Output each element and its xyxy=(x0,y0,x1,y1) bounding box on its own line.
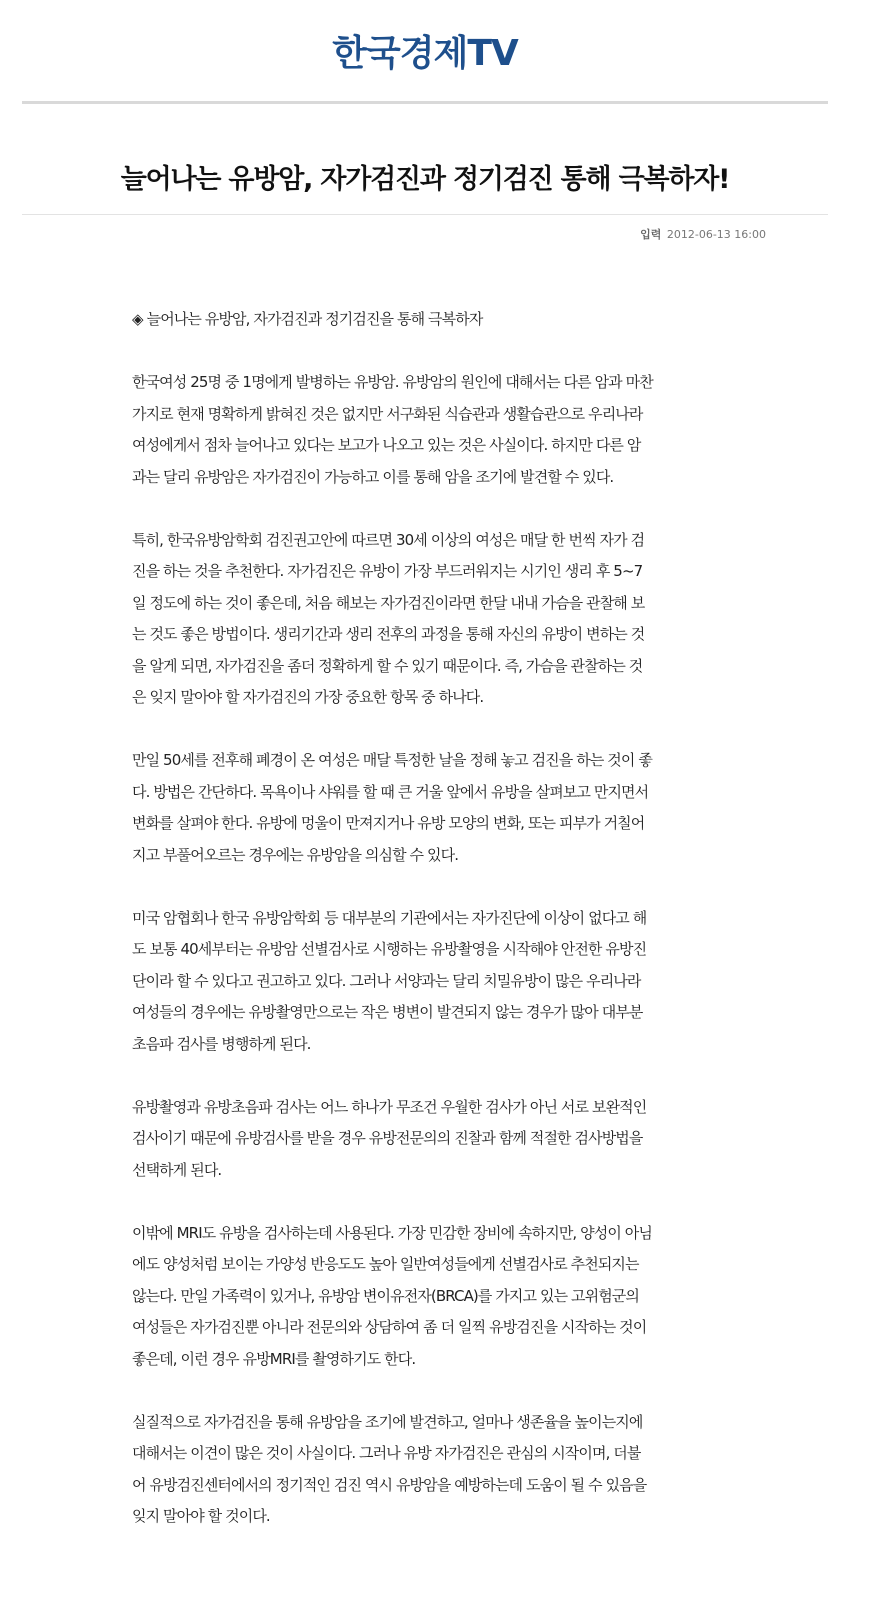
paragraph-line: 대해서는 이견이 많은 것이 사실이다. 그러나 유방 자가검진은 관심의 시작이며, 더불 xyxy=(132,1444,641,1462)
paragraph-line: 선택하게 된다. xyxy=(132,1160,222,1179)
paragraph-line: 검사이기 때문에 유방검사를 받을 경우 유방전문의의 진찰과 함께 적절한 검사방법을 xyxy=(132,1129,643,1147)
publish-datetime: 2012-06-13 16:00 xyxy=(666,228,766,241)
paragraph-line: 을 알게 되면, 자가검진을 좀더 정확하게 할 수 있기 때문이다. 즉, 가슴을 관찰하는 것 xyxy=(132,656,643,675)
site-logo[interactable]: 한국경제TV xyxy=(332,33,518,74)
article-body xyxy=(132,304,730,1533)
paragraph-spacer xyxy=(132,1060,730,1092)
paragraph-line: 여성에게서 점차 늘어나고 있다는 보고가 나오고 있는 것은 사실이다. 하지만 다른 암 xyxy=(132,436,641,454)
paragraph-spacer xyxy=(132,1375,730,1407)
headline-divider xyxy=(22,214,828,215)
paragraph-line: 단이라 할 수 있다고 권고하고 있다. 그러나 서양과는 달리 치밀유방이 많은 우리나라 xyxy=(132,971,641,990)
paragraph-line: 잊지 말아야 할 것이다. xyxy=(132,1507,270,1525)
article-lead xyxy=(132,304,730,336)
paragraph-spacer xyxy=(132,336,730,368)
paragraph-line: 유방촬영과 유방초음파 검사는 어느 하나가 무조건 우월한 검사가 아닌 서로 보완적인 xyxy=(132,1097,647,1116)
paragraph-line: 한국여성 25명 중 1명에게 발병하는 유방암. 유방암의 원인에 대해서는 다른 암과 마찬 xyxy=(132,373,653,391)
paragraph-line: 과는 달리 유방암은 자가검진이 가능하고 이를 통해 암을 조기에 발견할 수 있다. xyxy=(132,467,614,486)
lead-text: 늘어나는 유방암, 자가검진과 정기검진을 통해 극복하자 xyxy=(146,310,483,328)
paragraph-line: 변화를 살펴야 한다. 유방에 멍울이 만져지거나 유방 모양의 변화, 또는 피부가 거칠어 xyxy=(132,814,645,832)
paragraph-line: 지고 부풀어오르는 경우에는 유방암을 의심할 수 있다. xyxy=(132,845,459,864)
paragraph-spacer xyxy=(132,1186,730,1218)
article-paragraph xyxy=(132,525,730,714)
paragraph-line: 않는다. 만일 가족력이 있거나, 유방암 변이유전자(BRCA)를 가지고 있는 고위험군의 xyxy=(132,1286,639,1305)
article-paragraph xyxy=(132,903,730,1061)
site-header xyxy=(0,0,870,102)
article-meta xyxy=(640,227,766,243)
article-paragraph xyxy=(132,1092,730,1187)
lead-line xyxy=(132,304,730,336)
publish-label: 입력 xyxy=(640,228,662,241)
paragraph-line: 특히, 한국유방암학회 검진권고안에 따르면 30세 이상의 여성은 매달 한 번씩 자가 검 xyxy=(132,530,645,549)
article-headline: 늘어나는 유방암, 자가검진과 정기검진 통해 극복하자! xyxy=(120,164,730,196)
paragraph-line: 이밖에 MRI도 유방을 검사하는데 사용된다. 가장 민감한 장비에 속하지만, 양성이 아님 xyxy=(132,1223,652,1242)
paragraph-line: 초음파 검사를 병행하게 된다. xyxy=(132,1034,311,1053)
article-paragraph xyxy=(132,745,730,871)
header-divider xyxy=(22,101,828,104)
paragraph-line: 은 잊지 말아야 할 자가검진의 가장 중요한 항목 중 하나다. xyxy=(132,688,484,706)
diamond-bullet-icon: ◈ xyxy=(132,310,143,328)
paragraph-line: 만일 50세를 전후해 폐경이 온 여성은 매달 특정한 날을 정해 놓고 검진을 하는 것이 좋 xyxy=(132,751,652,769)
paragraph-line: 에도 양성처럼 보이는 가양성 반응도도 높아 일반여성들에게 선별검사로 추천되지는 xyxy=(132,1255,639,1273)
article-paragraph xyxy=(132,1407,730,1533)
paragraph-spacer xyxy=(132,493,730,525)
paragraph-line: 여성들의 경우에는 유방촬영만으로는 작은 병변이 발견되지 않는 경우가 많아 대부분 xyxy=(132,1003,643,1021)
paragraph-line: 여성들은 자가검진뿐 아니라 전문의와 상담하여 좀 더 일찍 유방검진을 시작하는 것이 xyxy=(132,1318,647,1336)
article-paragraph xyxy=(132,1218,730,1376)
paragraph-line: 는 것도 좋은 방법이다. 생리기간과 생리 전후의 과정을 통해 자신의 유방이 변하는 것 xyxy=(132,625,645,643)
paragraph-line: 실질적으로 자가검진을 통해 유방암을 조기에 발견하고, 얼마나 생존율을 높이는지에 xyxy=(132,1412,643,1431)
article-paragraph xyxy=(132,367,730,493)
paragraph-spacer xyxy=(132,871,730,903)
paragraph-spacer xyxy=(132,714,730,746)
paragraph-line: 다. 방법은 간단하다. 목욕이나 샤워를 할 때 큰 거울 앞에서 유방을 살펴보고 만지면서 xyxy=(132,782,649,801)
paragraph-line: 가지로 현재 명확하게 밝혀진 것은 없지만 서구화된 식습관과 생활습관으로 우리나라 xyxy=(132,404,643,423)
paragraph-line: 진을 하는 것을 추천한다. 자가검진은 유방이 가장 부드러워지는 시기인 생리 후 5~7 xyxy=(132,562,643,580)
paragraph-line: 어 유방검진센터에서의 정기적인 검진 역시 유방암을 예방하는데 도움이 될 수 있음을 xyxy=(132,1475,647,1494)
paragraph-line: 좋은데, 이런 경우 유방MRI를 촬영하기도 한다. xyxy=(132,1349,416,1368)
paragraph-line: 일 정도에 하는 것이 좋은데, 처음 해보는 자가검진이라면 한달 내내 가슴을 관찰해 보 xyxy=(132,593,645,612)
paragraph-line: 미국 암협회나 한국 유방암학회 등 대부분의 기관에서는 자가진단에 이상이 없다고 해 xyxy=(132,908,647,927)
paragraph-line: 도 보통 40세부터는 유방암 선별검사로 시행하는 유방촬영을 시작해야 안전한 유방진 xyxy=(132,940,647,958)
